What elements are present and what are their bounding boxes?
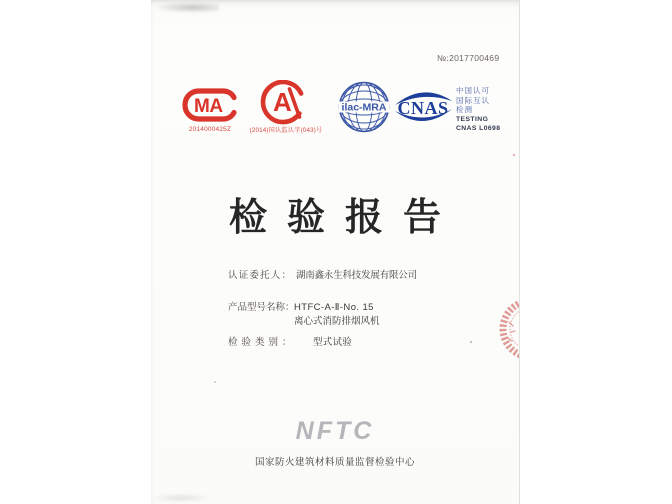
cnas-testing-label: TESTING xyxy=(456,115,489,123)
applicant-label: 认证委托人： xyxy=(228,270,293,281)
applicant-value: 湖南鑫永生科技发展有限公司 xyxy=(296,270,417,281)
ilac-mra-icon xyxy=(338,81,390,133)
red-seal-stamp xyxy=(497,298,519,360)
cnas-cn-line: 国际互认 xyxy=(456,95,490,105)
cma-certificate-number: 2014000425Z xyxy=(188,126,232,133)
cnas-lab-code: CNAS L0698 xyxy=(456,125,501,132)
inspection-category-label: 检验类别： xyxy=(228,337,296,348)
cnas-icon xyxy=(393,88,453,126)
nftc-logo: NFTC xyxy=(295,417,375,445)
product-model-value-line1: HTFC-A-Ⅱ-No. 15 xyxy=(294,302,374,313)
svg-text:A: A xyxy=(273,87,292,117)
cnas-cn-line: 检测 xyxy=(456,105,473,114)
inspection-category-value: 型式试验 xyxy=(313,337,353,348)
product-model-value-line2: 离心式消防排烟风机 xyxy=(294,316,380,327)
svg-text:MA: MA xyxy=(194,96,223,117)
svg-text:ilac-MRA: ilac-MRA xyxy=(341,101,387,114)
page-title: 检验报告 xyxy=(228,197,461,239)
product-model-label: 产品型号名称： xyxy=(228,302,295,313)
scan-speck xyxy=(214,381,216,383)
scan-speck xyxy=(470,341,472,343)
scan-smudge-bottom xyxy=(150,493,212,503)
cnas-accreditation-text xyxy=(456,86,500,134)
cnas-cn-line: 中国认可 xyxy=(456,86,490,95)
cma-certification-icon xyxy=(182,88,238,122)
scan-speck xyxy=(513,154,515,156)
issuing-organization-name: 国家防火建筑材料质量监督检验中心 xyxy=(254,457,415,468)
cal-certificate-number: (2014)国认监认字(043)号 xyxy=(249,127,323,134)
svg-text:CNAS: CNAS xyxy=(397,98,449,118)
scan-smudge-top xyxy=(153,2,219,13)
cal-certification-icon xyxy=(259,80,311,126)
report-number: №:2017700469 xyxy=(437,53,500,63)
